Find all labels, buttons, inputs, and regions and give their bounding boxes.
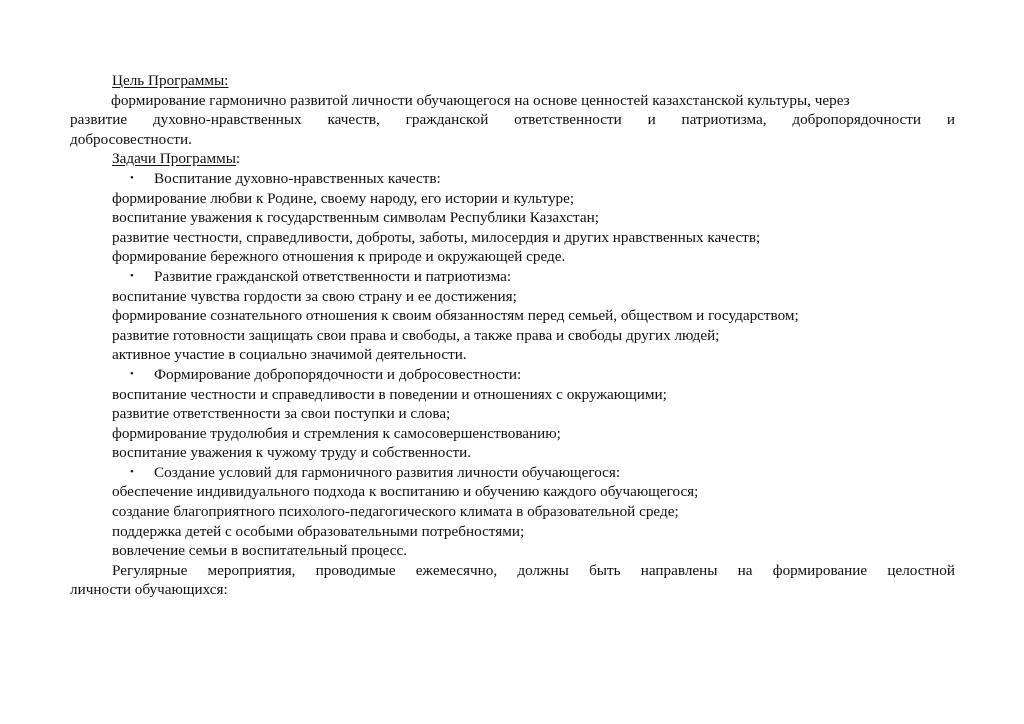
task-group-4-item-3: поддержка детей с особыми образовательными потребностями;	[112, 522, 525, 540]
task-group-4-item-2: создание благоприятного психолого-педагогического климата в образовательной среде;	[112, 503, 679, 521]
tasks-heading-colon: :	[235, 150, 241, 168]
task-group-1-item-1: формирование любви к Родине, своему народу, его истории и культуре;	[112, 189, 575, 207]
task-group-2-title-row	[112, 267, 955, 287]
task-group-4-item-4: вовлечение семьи в воспитательный процесс.	[112, 542, 408, 560]
bullet-icon: •	[130, 171, 134, 184]
task-group-3-title-row	[112, 365, 955, 385]
tasks-heading-label: Задачи Программы	[112, 150, 236, 168]
bullet-icon: •	[130, 269, 134, 282]
goal-text-line-1: формирование гармонично развитой личности обучающегося на основе ценностей казахстанской культуры, через	[111, 91, 850, 109]
goal-heading: Цель Программы:	[112, 72, 229, 89]
tasks-heading	[112, 149, 955, 169]
task-group-1-item-4: формирование бережного отношения к природе и окружающей среде.	[112, 248, 566, 266]
goal-text-line-3: добросовестности.	[70, 130, 192, 148]
task-group-2-title: Развитие гражданской ответственности и патриотизма:	[154, 267, 512, 285]
task-group-3-item-1: воспитание честности и справедливости в поведении и отношениях с окружающими;	[112, 385, 667, 403]
task-group-2-item-4: активное участие в социально значимой деятельности.	[112, 346, 467, 364]
task-group-4-item-1: обеспечение индивидуального подхода к воспитанию и обучению каждого обучающегося;	[112, 483, 699, 501]
task-group-4-title: Создание условий для гармоничного развития личности обучающегося:	[154, 463, 621, 481]
closing-text-line-1: Регулярные мероприятия, проводимые ежемесячно, должны быть направлены на формирование целостной	[112, 561, 955, 579]
bullet-icon: •	[130, 465, 134, 478]
task-group-4-title-row	[112, 463, 955, 483]
task-group-3-item-3: формирование трудолюбия и стремления к самосовершенствованию;	[112, 424, 561, 442]
task-group-2-item-3: развитие готовности защищать свои права и свободы, а также права и свободы других людей;	[112, 326, 720, 344]
closing-text-line-2: личности обучающихся:	[70, 581, 228, 599]
task-group-1-title-row	[112, 169, 955, 189]
task-group-2-item-1: воспитание чувства гордости за свою страну и ее достижения;	[112, 287, 517, 305]
task-group-3-title: Формирование добропорядочности и добросовестности:	[154, 365, 522, 383]
task-group-1-item-3: развитие честности, справедливости, доброты, заботы, милосердия и других нравственных качеств;	[112, 228, 761, 246]
task-group-1-title: Воспитание духовно-нравственных качеств:	[154, 169, 441, 187]
task-group-3-item-2: развитие ответственности за свои поступки и слова;	[112, 405, 451, 423]
bullet-icon: •	[130, 367, 134, 380]
goal-text-line-2: развитие духовно-нравственных качеств, гражданской ответственности и патриотизма, добропорядочности и	[70, 111, 955, 129]
task-group-2-item-2: формирование сознательного отношения к своим обязанностям перед семьей, обществом и государством;	[112, 307, 799, 325]
task-group-3-item-4: воспитание уважения к чужому труду и собственности.	[112, 444, 472, 462]
task-group-1-item-2: воспитание уважения к государственным символам Республики Казахстан;	[112, 209, 599, 227]
